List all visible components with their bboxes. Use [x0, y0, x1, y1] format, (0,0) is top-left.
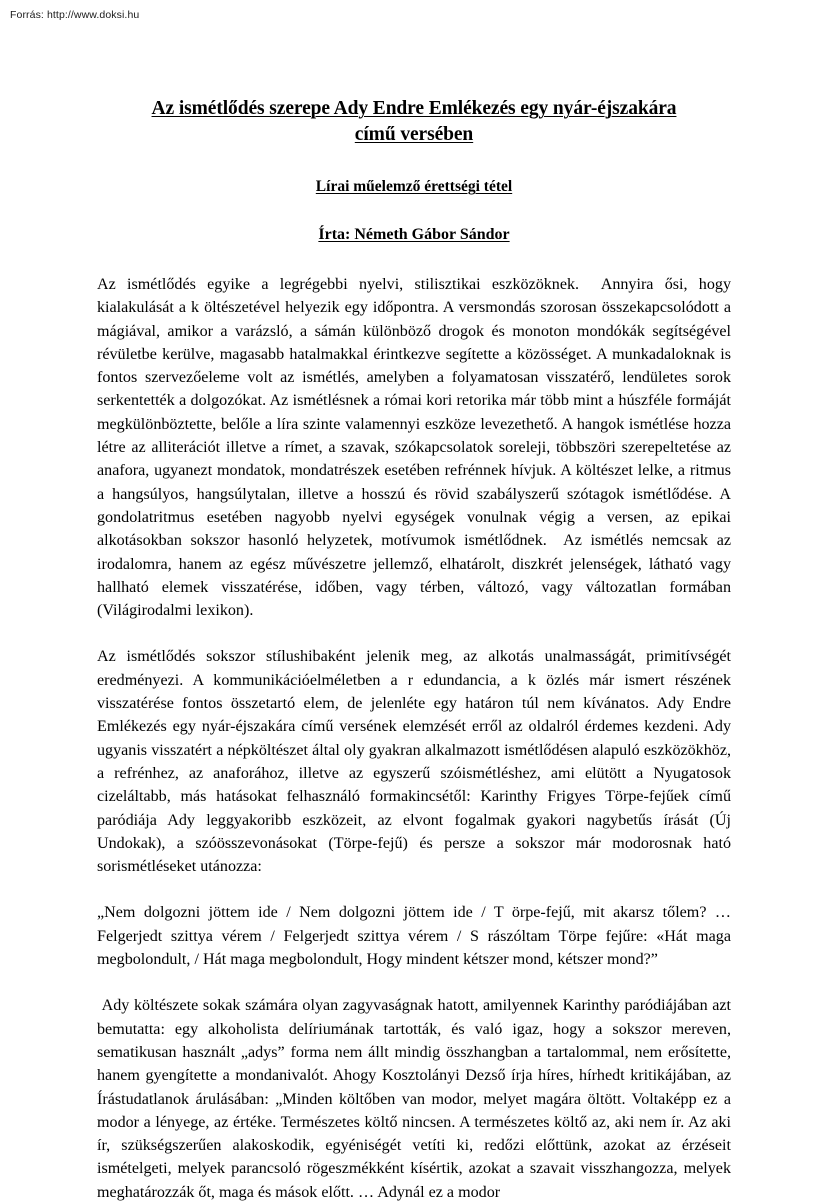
- paragraph-intro: Az ismétlődés egyike a legrégebbi nyelvi, stilisztikai eszközöknek. Annyira ősi, hogy kialakulását a k öltészetével helyezik egy időpontra. A versmondás szorosan összekapcsolódott a mágiával, amikor a varázsló, a sámán különböző drogok és monoton mondókák segítségével révületbe kerülve, magasabb hatalmakkal érintkezve segítette a közösséget. A munkadaloknak is fontos szervezőeleme volt az ismétlés, amelyben a folyamatosan visszatérő, lendületes sorok serkentették a dolgozókat. Az ismétlésnek a római kori retorika már több mint a húszféle formáját megkülönböztette, belőle a líra szinte valamennyi eszköze levezethető. A hangok ismétlése hozza létre az alliterációt illetve a rímet, a szavak, szókapcsolatok soreleji, többszöri szerepeltetése az anafora, ugyanezt mondatok, mondatrészek esetében refrénnek hívjuk. A költészet lelke, a ritmus a hangsúlyos, hangsúlytalan, illetve a hosszú és rövid szabályszerű szótagok ismétlődése. A gondolatritmus esetében nagyobb nyelvi egységek vonulnak végig a versen, az epikai alkotásokban sokszor hasonló helyzetek, motívumok ismétlődnek. Az ismétlés nemcsak az irodalomra, hanem az egész művészetre jellemző, elhatárolt, diszkrét jelenségek, látható vagy hallható elemek visszatérése, időben, vagy térben, változó, vagy változatlan formában (Világirodalmi lexikon).: [97, 276, 736, 620]
- paragraph-kosztolanyi: Ady költészete sokak számára olyan zagyvaságnak hatott, amilyennek Karinthy paródiájában azt bemutatta: egy alkoholista delíriumának tartották, és való igaz, hogy a sokszor mereven, sematikusan használt „adys” forma nem állt mindig összhangban a tartalommal, nem erősítette, hanem gyengítette a mondanivalót. Ahogy Kosztolányi Dezső írja híres, hírhedt kritikájában, az Írástudatlanok árulásában: „Minden költőben van modor, melyet magára öltött. Voltaképp ez a modor a lényege, az értéke. Természetes költő nincsen. A természetes költő az, aki nem ír. Az aki ír, szükségszerűen alakoskodik, egyéniségét vetíti ki, redőzi előttünk, azokat az érzéseit ismételgeti, melyek parancsoló rögeszmékként kísértik, azokat a szavait visszhangozza, melyek meghatározzák őt, maga és mások előtt. … Adynál ez a modor: [97, 997, 736, 1201]
- paragraph-stylistic-error: Az ismétlődés sokszor stílushibaként jelenik meg, az alkotás unalmasságát, primitívségét eredményezi. A kommunikációelméletben a r edundancia, a k özlés már ismert részének visszatérése fontos összetartó elem, de jelenléte egy határon túl nem kívánatos. Ady Endre Emlékezés egy nyár-éjszakára című versének elemzését erről az oldalról érdemes kezdeni. Ady ugyanis visszatért a népköltészet által oly gyakran alkalmazott ismétlődésen alapuló eszközökhöz, a refrénhez, az anaforához, illetve az egyszerű szóismétléshez, ami elütött a Nyugatosok cizeláltabb, más hatásokat felhasználó formakincsétől: Karinthy Frigyes Törpe-fejűek című paródiája Ady leggyakoribb eszközeit, az elvont fogalmak gyakori nagybetűs írását (Új Undokak), a szóösszevonásokat (Törpe-fejű) és persze a sokszor már modorosnak ható sorismétléseket utánozza:: [97, 648, 736, 876]
- document-author-text: Írta: Németh Gábor Sándor: [318, 226, 510, 243]
- document-content: [97, 96, 736, 1204]
- source-url-stamp: Forrás: http://www.doksi.hu: [10, 9, 140, 21]
- document-subtitle-text: Lírai műelemző érettségi tétel: [315, 178, 513, 195]
- document-title-line-1: Az ismétlődés szerepe Ady Endre Emlékezés egy nyár-éjszakára: [151, 98, 677, 119]
- title-body-spacer: [97, 245, 731, 273]
- document-subtitle: [97, 177, 731, 197]
- document-title-line-2: című versében: [354, 124, 474, 145]
- paragraph-quote: „Nem dolgozni jöttem ide / Nem dolgozni jöttem ide / T örpe-fejű, mit akarsz tőlem? … Felgerjedt szittya vérem / Felgerjedt szittya vérem / S rászóltam Törpe fejűre: «Hát maga megbolondult, / Hát maga megbolondult, Hogy mindent kétszer mond, kétszer mond?”: [97, 904, 736, 969]
- document-author: [97, 225, 731, 245]
- document-title: [97, 96, 731, 148]
